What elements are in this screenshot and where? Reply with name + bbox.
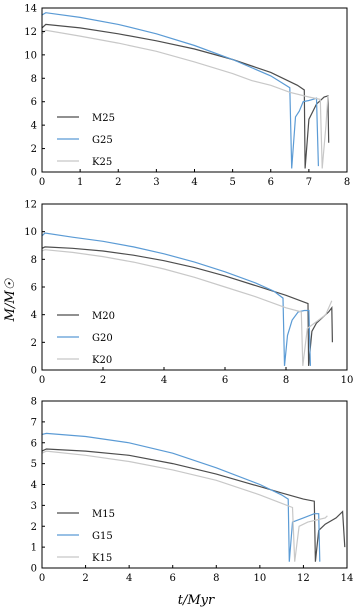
x-tick-label: 10 (253, 573, 267, 584)
series-line-g20 (42, 233, 310, 366)
legend-label-m15: M15 (92, 509, 115, 520)
x-tick-label: 4 (191, 177, 198, 188)
x-tick-label: 14 (340, 573, 354, 584)
y-tick-label: 12 (24, 26, 37, 38)
series-line-g15 (42, 433, 320, 561)
series-line-k25 (42, 30, 328, 168)
legend-label-k15: K15 (92, 553, 113, 564)
plot-frame (42, 8, 347, 172)
y-tick-label: 10 (24, 227, 37, 239)
x-tick-label: 7 (305, 177, 313, 188)
y-tick-label: 0 (30, 365, 37, 377)
legend-label-k20: K20 (92, 355, 113, 366)
y-tick-label: 5 (30, 459, 37, 471)
y-tick-label: 8 (30, 254, 37, 266)
x-tick-label: 4 (160, 375, 168, 386)
legend-label-m25: M25 (92, 113, 115, 124)
series-line-m20 (42, 247, 332, 366)
x-tick-label: 0 (38, 573, 46, 584)
y-tick-label: 12 (24, 199, 37, 211)
x-tick-label: 0 (38, 177, 46, 188)
y-tick-label: 1 (30, 542, 37, 554)
plot-frame (42, 401, 347, 568)
y-tick-label: 6 (30, 438, 37, 450)
x-tick-label: 3 (153, 177, 160, 188)
y-tick-label: 7 (30, 417, 37, 429)
x-tick-label: 10 (340, 375, 354, 386)
x-tick-label: 8 (282, 375, 290, 386)
plot-frame (42, 204, 347, 370)
y-tick-label: 0 (30, 563, 37, 575)
legend (57, 113, 115, 168)
y-tick-label: 8 (30, 73, 37, 85)
legend-label-g25: G25 (92, 135, 113, 146)
y-tick-label: 3 (30, 500, 37, 512)
series-line-g25 (42, 13, 318, 169)
y-tick-label: 2 (30, 337, 37, 349)
series-line-k20 (42, 250, 332, 366)
series-line-m25 (42, 24, 329, 168)
legend-label-g15: G15 (92, 531, 113, 542)
x-axis-title: t/Myr (177, 593, 215, 608)
x-tick-label: 4 (125, 573, 133, 584)
x-tick-label: 2 (82, 573, 89, 584)
x-tick-label: 8 (213, 573, 220, 584)
chart-panel-2 (24, 200, 353, 387)
x-tick-label: 8 (343, 177, 351, 188)
x-tick-label: 6 (169, 573, 176, 584)
legend-label-k25: K25 (92, 157, 113, 168)
y-tick-label: 0 (30, 167, 37, 179)
x-tick-label: 5 (229, 177, 236, 188)
x-tick-label: 1 (76, 177, 84, 188)
series-line-m15 (42, 449, 345, 562)
legend-label-m20: M20 (92, 311, 115, 322)
legend (57, 509, 115, 564)
series-line-k15 (42, 451, 327, 562)
x-tick-label: 12 (297, 573, 310, 584)
legend (57, 311, 115, 366)
legend-label-g20: G20 (92, 333, 113, 344)
x-tick-label: 2 (99, 375, 107, 386)
y-tick-label: 4 (30, 310, 37, 322)
y-tick-label: 6 (30, 97, 37, 109)
y-tick-label: 4 (30, 120, 37, 132)
y-tick-label: 10 (24, 50, 37, 62)
y-tick-label: 2 (30, 144, 37, 156)
chart-panel-1 (24, 4, 350, 189)
y-tick-label: 14 (24, 3, 37, 15)
x-tick-label: 2 (115, 177, 122, 188)
x-tick-label: 6 (221, 375, 229, 386)
y-tick-label: 2 (30, 521, 37, 533)
y-tick-label: 8 (30, 396, 37, 408)
y-axis-title: M/M☉ (3, 278, 18, 322)
x-tick-label: 6 (267, 177, 274, 188)
chart-panel-3 (31, 397, 354, 585)
y-tick-label: 4 (30, 480, 37, 491)
y-tick-label: 6 (30, 282, 37, 294)
x-tick-label: 0 (38, 375, 46, 386)
